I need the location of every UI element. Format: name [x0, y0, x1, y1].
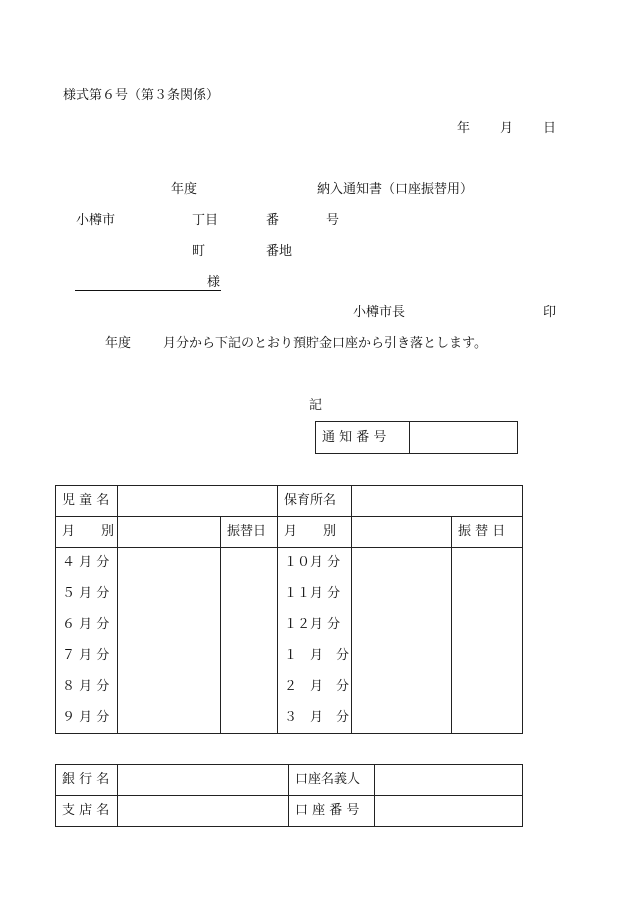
account-holder-field[interactable]: [375, 765, 523, 796]
issuer-seal-label: 印: [543, 305, 557, 320]
left-month-label: ４ 月 分: [56, 548, 118, 579]
right-transfer-date-field[interactable]: [452, 548, 523, 579]
left-amount-field[interactable]: [118, 610, 221, 641]
statement-text: 月分から下記のとおり預貯金口座から引き落とします。: [163, 336, 487, 351]
address-go-label: 号: [326, 213, 340, 228]
left-month-label: ５ 月 分: [56, 579, 118, 610]
right-transfer-date-field[interactable]: [452, 672, 523, 703]
right-transfer-date-header: 振 替 日: [452, 517, 523, 548]
address-city: 小樽市: [76, 213, 116, 228]
recipient-suffix: 様: [207, 275, 221, 290]
nursery-name-label: 保育所名: [278, 486, 352, 517]
left-month-label: ６ 月 分: [56, 610, 118, 641]
left-transfer-date-field[interactable]: [221, 548, 278, 579]
left-month-label: ９ 月 分: [56, 703, 118, 734]
left-amount-field[interactable]: [118, 548, 221, 579]
right-month-label: ２ 月 分: [278, 672, 352, 703]
ki-label: 記: [309, 398, 323, 413]
left-amount-field[interactable]: [118, 672, 221, 703]
child-name-label: 児 童 名: [56, 486, 118, 517]
bank-name-field[interactable]: [118, 765, 289, 796]
date-month-label: 月: [500, 121, 514, 136]
bank-account-table: [55, 764, 523, 827]
address-cho-label: 町: [192, 244, 206, 259]
right-amount-field[interactable]: [352, 610, 452, 641]
table-row: [56, 672, 523, 703]
notice-number-label: 通 知 番 号: [316, 422, 410, 454]
right-transfer-date-field[interactable]: [452, 610, 523, 641]
table-row: [56, 548, 523, 579]
issuer-title: 小樽市長: [353, 305, 406, 320]
left-month-label: ８ 月 分: [56, 672, 118, 703]
date-year-label: 年: [457, 121, 471, 136]
left-transfer-date-field[interactable]: [221, 579, 278, 610]
left-amount-field[interactable]: [118, 703, 221, 734]
right-amount-field[interactable]: [352, 641, 452, 672]
right-amount-header: [352, 517, 452, 548]
left-month-header: 月 別: [56, 517, 118, 548]
form-number: 様式第６号（第３条関係）: [63, 88, 220, 103]
child-name-field[interactable]: [118, 486, 278, 517]
right-month-header: 月 別: [278, 517, 352, 548]
table-row: [56, 641, 523, 672]
address-ban-label: 番: [266, 213, 280, 228]
right-month-label: １１月 分: [278, 579, 352, 610]
left-month-label: ７ 月 分: [56, 641, 118, 672]
left-amount-field[interactable]: [118, 641, 221, 672]
right-transfer-date-field[interactable]: [452, 641, 523, 672]
left-transfer-date-field[interactable]: [221, 641, 278, 672]
bank-name-label: 銀 行 名: [56, 765, 118, 796]
account-holder-label: 口座名義人: [289, 765, 375, 796]
account-number-label: 口 座 番 号: [289, 796, 375, 827]
statement-fiscal-year-label: 年度: [105, 336, 132, 351]
right-amount-field[interactable]: [352, 703, 452, 734]
recipient-name-line: [75, 290, 221, 291]
notice-number-field[interactable]: [410, 422, 518, 454]
left-amount-field[interactable]: [118, 579, 221, 610]
table-row: [56, 579, 523, 610]
right-transfer-date-field[interactable]: [452, 579, 523, 610]
left-transfer-date-field[interactable]: [221, 703, 278, 734]
right-amount-field[interactable]: [352, 579, 452, 610]
right-month-label: ３ 月 分: [278, 703, 352, 734]
right-month-label: １２月 分: [278, 610, 352, 641]
right-amount-field[interactable]: [352, 548, 452, 579]
nursery-name-field[interactable]: [352, 486, 523, 517]
address-chome-label: 丁目: [192, 213, 219, 228]
left-transfer-date-header: 振替日: [221, 517, 278, 548]
date-day-label: 日: [543, 121, 557, 136]
table-row: [56, 610, 523, 641]
table-row: [56, 703, 523, 734]
right-amount-field[interactable]: [352, 672, 452, 703]
document-title: 納入通知書（口座振替用）: [317, 182, 474, 197]
notice-number-table: [315, 421, 518, 454]
left-transfer-date-field[interactable]: [221, 610, 278, 641]
left-transfer-date-field[interactable]: [221, 672, 278, 703]
account-number-field[interactable]: [375, 796, 523, 827]
address-banchi-label: 番地: [266, 244, 293, 259]
right-transfer-date-field[interactable]: [452, 703, 523, 734]
right-month-label: １ 月 分: [278, 641, 352, 672]
right-month-label: １０月 分: [278, 548, 352, 579]
left-amount-header: [118, 517, 221, 548]
monthly-transfer-table: [55, 485, 523, 734]
header-fiscal-year-label: 年度: [171, 182, 198, 197]
branch-name-label: 支 店 名: [56, 796, 118, 827]
branch-name-field[interactable]: [118, 796, 289, 827]
